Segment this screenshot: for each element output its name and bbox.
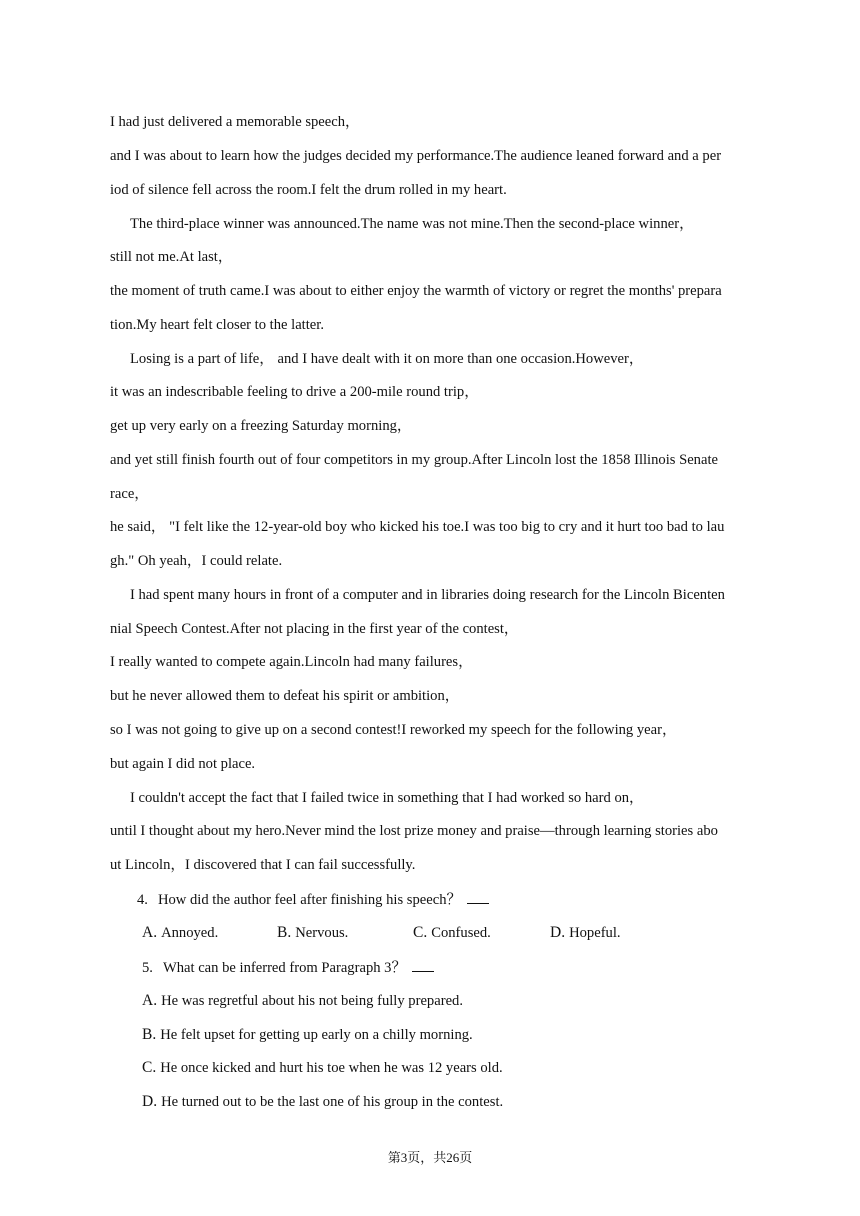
passage-line: the moment of truth came.I was about to either enjoy the warmth of victory or regret the months' prepara: [110, 283, 722, 299]
passage-line: nial Speech Contest.After not placing in the first year of the contest，: [110, 621, 519, 637]
option-c[interactable]: C. Confused.: [413, 924, 491, 941]
passage-line: I couldn't accept the fact that I failed twice in something that I had worked so hard on，: [130, 790, 644, 806]
answer-blank[interactable]: [412, 957, 434, 972]
passage-line: The third-place winner was announced.The name was not mine.Then the second-place winner，: [130, 216, 694, 232]
question-number: 4.: [137, 892, 148, 908]
passage-line: and I was about to learn how the judges decided my performance.The audience leaned forward and a per: [110, 148, 722, 164]
passage-line: I had spent many hours in front of a computer and in libraries doing research for the Lincoln Bicenten: [130, 587, 725, 603]
option-a[interactable]: A. He was regretful about his not being fully prepared.: [142, 992, 463, 1009]
passage-line: I had just delivered a memorable speech，: [110, 114, 360, 130]
passage-line: but again I did not place.: [110, 756, 256, 772]
passage-line: he said， "I felt like the 12-year-old boy who kicked his toe.I was too big to cry and it hurt too bad to lau: [110, 519, 725, 535]
passage-line: iod of silence fell across the room.I felt the drum rolled in my heart.: [110, 182, 507, 198]
option-d[interactable]: D. Hopeful.: [550, 924, 621, 941]
question-number: 5.: [142, 960, 153, 976]
passage-line: until I thought about my hero.Never mind the lost prize money and praise—through learning stories abo: [110, 823, 718, 839]
passage-line: I really wanted to compete again.Lincoln had many failures，: [110, 654, 473, 670]
question-stem: [142, 957, 434, 978]
option-b[interactable]: B. Nervous.: [277, 924, 349, 941]
option-d[interactable]: D. He turned out to be the last one of his group in the contest.: [142, 1093, 504, 1110]
passage-line: get up very early on a freezing Saturday morning，: [110, 418, 412, 434]
passage-line: it was an indescribable feeling to drive a 200-mile round trip，: [110, 384, 479, 400]
question-stem: [137, 889, 489, 910]
passage-line: gh." Oh yeah，I could relate.: [110, 553, 283, 569]
passage-line: ut Lincoln，I discovered that I can fail successfully.: [110, 857, 416, 873]
passage-line: Losing is a part of life， and I have dealt with it on more than one occasion.However，: [130, 351, 644, 367]
question-text: What can be inferred from Paragraph 3？: [162, 960, 407, 976]
passage-line: still not me.At last，: [110, 249, 233, 265]
option-b[interactable]: B. He felt upset for getting up early on a chilly morning.: [142, 1026, 473, 1043]
passage-line: so I was not going to give up on a second contest!I reworked my speech for the following year，: [110, 722, 677, 738]
option-a[interactable]: A. Annoyed.: [142, 924, 219, 941]
passage-line: and yet still finish fourth out of four competitors in my group.After Lincoln lost the 1858 Illinois Senate: [110, 452, 718, 468]
passage-line: but he never allowed them to defeat his spirit or ambition，: [110, 688, 460, 704]
option-c[interactable]: C. He once kicked and hurt his toe when he was 12 years old.: [142, 1059, 503, 1076]
answer-blank[interactable]: [467, 889, 489, 904]
question-text: How did the author feel after finishing his speech？: [157, 892, 462, 908]
passage-line: race，: [110, 486, 149, 502]
passage-line: tion.My heart felt closer to the latter.: [110, 317, 324, 333]
page-footer: 第3页，共26页: [387, 1150, 473, 1165]
